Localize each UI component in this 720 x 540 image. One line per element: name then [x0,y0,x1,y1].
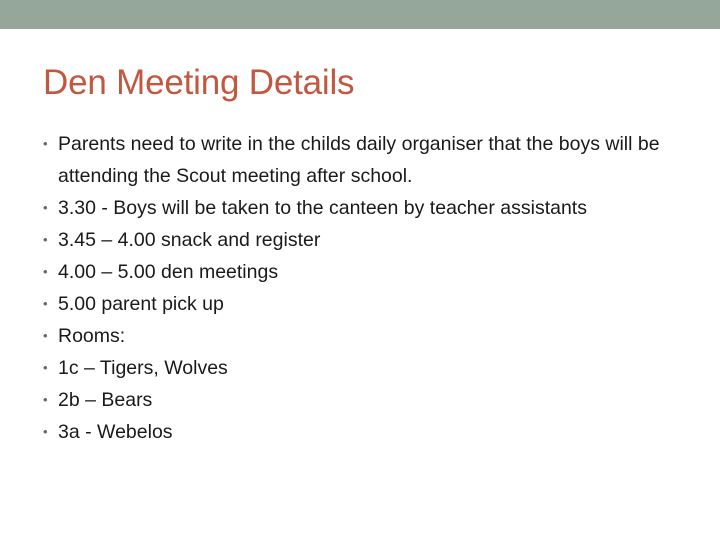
bullet-text: 4.00 – 5.00 den meetings [58,261,279,283]
top-accent-bar [0,0,720,29]
bullet-item [43,384,693,416]
slide-title: Den Meeting Details [43,63,355,102]
bullet-item [43,416,693,448]
bullet-group-instructions [43,128,693,192]
bullet-text: 5.00 parent pick up [58,293,224,315]
bullet-text: 3.30 - Boys will be taken to the canteen by teacher assistants [58,197,587,219]
bullet-item [43,288,693,320]
bullet-group-schedule [43,192,693,320]
bullet-text: 2b – Bears [58,389,153,411]
bullet-item [43,352,693,384]
bullet-icon: • [43,232,48,247]
bullet-text: 3a - Webelos [58,421,173,443]
bullet-text: 3.45 – 4.00 snack and register [58,229,321,251]
bullet-icon: • [43,200,48,215]
bullet-item [43,192,693,224]
bullet-icon: • [43,328,48,343]
bullet-item [43,320,693,352]
bullet-text: Rooms: [58,325,126,347]
bullet-icon: • [43,392,48,407]
bullet-text: 1c – Tigers, Wolves [58,357,228,379]
bullet-item [43,256,693,288]
bullet-icon: • [43,360,48,375]
bullet-icon: • [43,136,48,151]
bullet-icon: • [43,264,48,279]
bullet-icon: • [43,296,48,311]
bullet-item [43,128,693,192]
bullet-icon: • [43,424,48,439]
bullet-group-rooms [43,320,693,448]
bullet-item [43,224,693,256]
bullet-text: Parents need to write in the childs daily organiser that the boys will be attending the Scout meeting after school. [58,133,660,187]
slide-body [43,128,693,448]
